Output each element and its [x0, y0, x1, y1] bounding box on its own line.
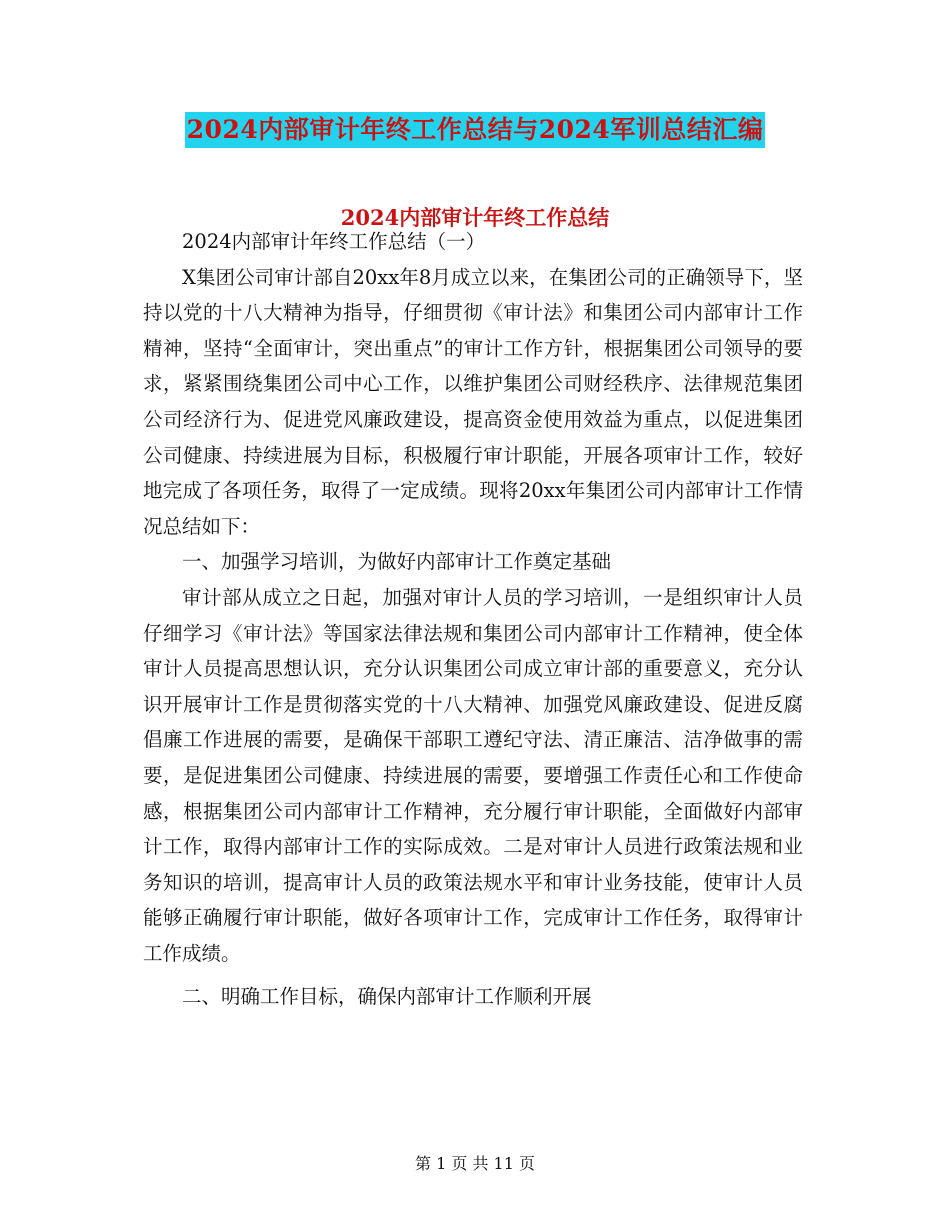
paragraph-heading-1: 一、加强学习培训，为做好内部审计工作奠定基础 — [182, 550, 612, 574]
paragraph-heading-2: 二、明确工作目标，确保内部审计工作顺利开展 — [182, 985, 592, 1009]
document-title-container — [0, 112, 950, 148]
paragraph-subtitle: 2024内部审计年终工作总结（一） — [182, 230, 486, 253]
paragraph-training: 审计部从成立之日起，加强对审计人员的学习培训，一是组织审计人员仔细学习《审计法》等国家法律法规和集团公司内部审计工作精神，使全体审计人员提高思想认识，充分认识集团公司成立审计部的重要意义，充分认识开展审计工作是贯彻落实党的十八大精神、加强党风廉政建设、促进反腐倡廉工作进展的需要，是确保干部职工遵纪守法、清正廉洁、洁净做事的需要，是促进集团公司健康、持续进展的需要，要增强工作责任心和工作使命感，根据集团公司内部审计工作精神，充分履行审计职能，全面做好内部审计工作，取得内部审计工作的实际成效。二是对审计人员进行政策法规和业务知识的培训，提高审计人员的政策法规水平和审计业务技能，使审计人员能够正确履行审计职能，做好各项审计工作，完成审计工作任务，取得审计工作成绩。 — [143, 585, 803, 965]
document-title: 2024内部审计年终工作总结与2024军训总结汇编 — [185, 112, 766, 148]
paragraph-intro: X集团公司审计部自20xx年8月成立以来，在集团公司的正确领导下，坚持以党的十八大精神为指导，仔细贯彻《审计法》和集团公司内部审计工作精神，坚持“全面审计，突出重点”的审计工作方针，根据集团公司领导的要求，紧紧围绕集团公司中心工作，以维护集团公司财经秩序、法律规范集团公司经济行为、促进党风廉政建设，提高资金使用效益为重点，以促进集团公司健康、持续进展为目标，积极履行审计职能，开展各项审计工作，较好地完成了各项任务，取得了一定成绩。现将20xx年集团公司内部审计工作情况总结如下： — [143, 265, 803, 538]
section-title: 2024内部审计年终工作总结 — [340, 205, 610, 230]
page-number: 第 1 页 共 11 页 — [415, 1154, 535, 1173]
document-body — [143, 224, 803, 1015]
